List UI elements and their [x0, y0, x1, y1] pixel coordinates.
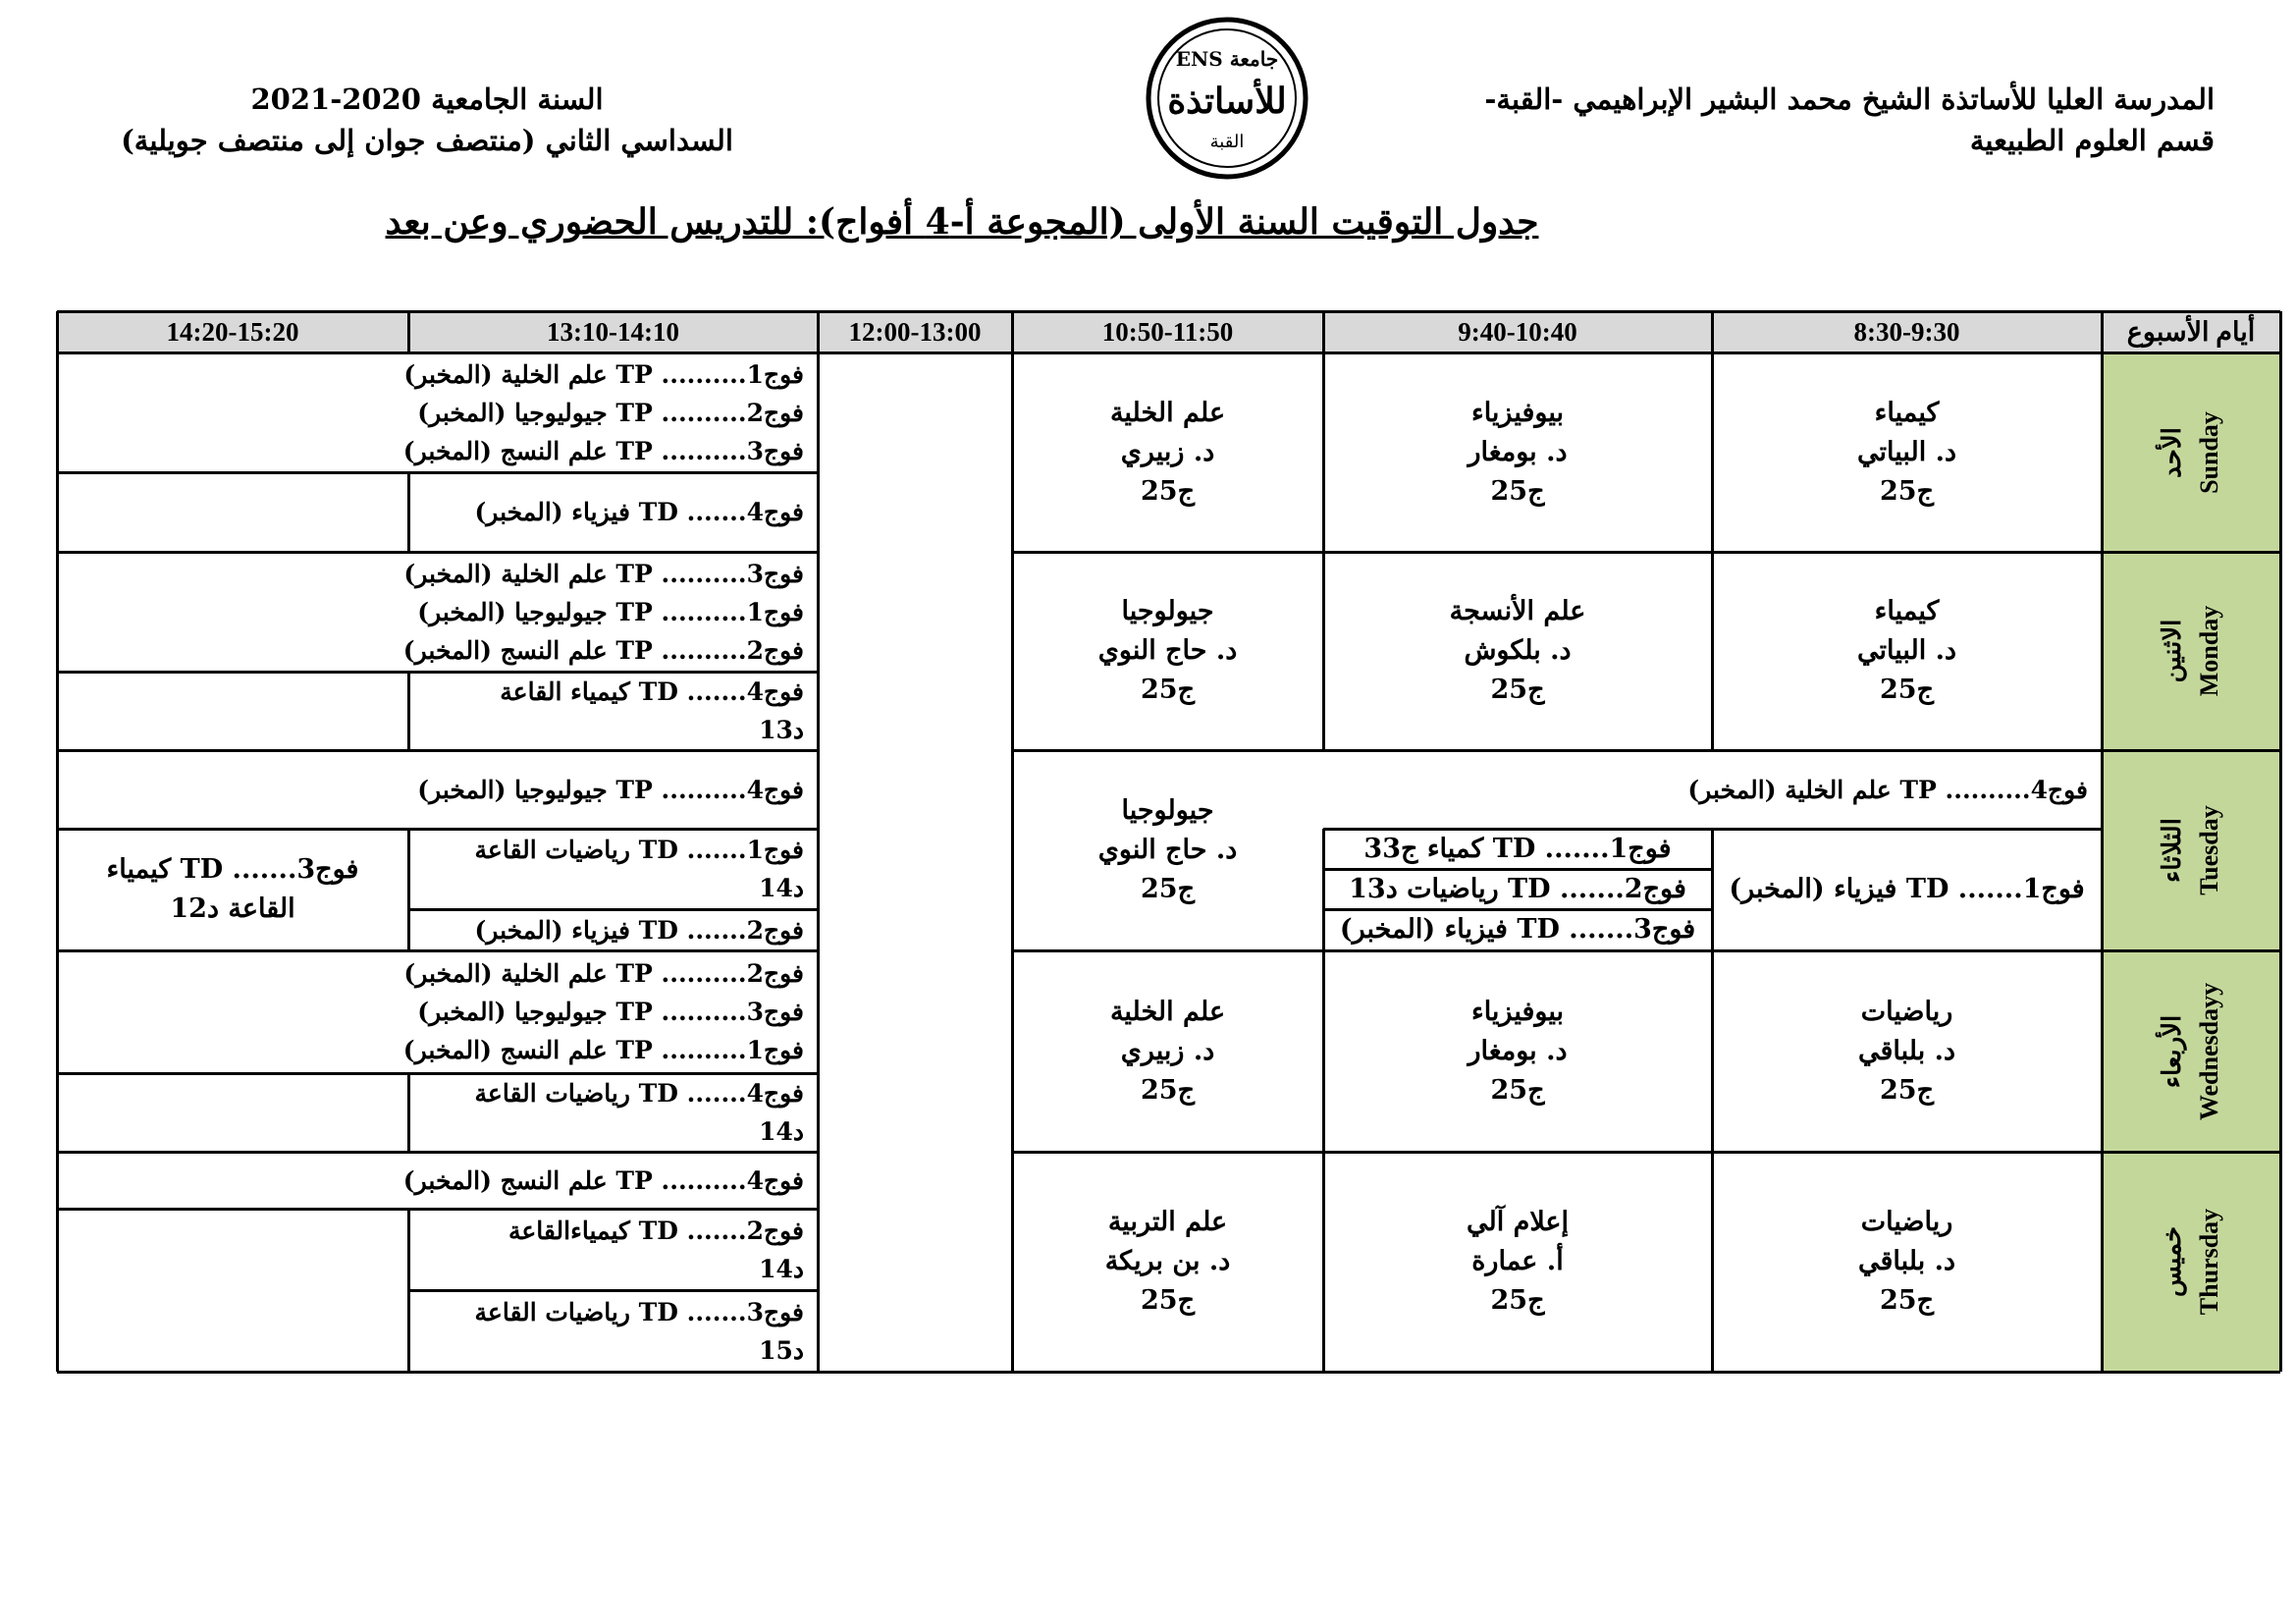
cell-text	[1098, 592, 1238, 710]
grid-line	[57, 471, 818, 474]
grid-line	[407, 672, 410, 750]
grid-line	[1323, 828, 2102, 831]
cell-text	[403, 954, 818, 1069]
semester: السداسي الثاني (منتصف جوان إلى منتصف جويلية)	[121, 124, 733, 157]
cell-text	[500, 673, 818, 749]
cell-line: د14	[759, 1254, 804, 1283]
thursday-td-group2	[408, 1209, 818, 1290]
column-header-t6: 14:20-15:20	[57, 311, 408, 352]
timetable	[57, 311, 2280, 1372]
sunday-slot-940	[1323, 352, 1712, 552]
cell-text	[474, 911, 818, 949]
school-header	[1468, 79, 2215, 161]
day-cell-tuesday	[2102, 750, 2280, 950]
cell-line: فوج1....... TD رياضيات القاعة	[474, 836, 804, 864]
cell-text	[475, 1074, 819, 1151]
cell-text	[508, 1212, 818, 1288]
tuesday-td-row2	[1323, 869, 1712, 909]
cell-line: ج25	[1879, 1285, 1934, 1316]
school-name: المدرسة العليا للأساتذة الشيخ محمد البشير الإبراهيمي -القبة-	[1484, 82, 2215, 116]
day-cell-monday	[2102, 552, 2280, 750]
grid-line	[57, 310, 2280, 313]
day-en: Wednesdayy	[2195, 982, 2223, 1120]
wednesday-td-group4	[408, 1073, 818, 1152]
cell-line: فوج4....... TD فيزياء (المخبر)	[474, 498, 804, 526]
year-header	[93, 79, 761, 161]
cell-line: ج25	[1490, 675, 1545, 705]
thursday-slot-940	[1323, 1152, 1712, 1372]
cell-line: فوج2....... TD رياضيات د13	[1349, 873, 1686, 904]
grid-line	[57, 828, 818, 831]
grid-line	[1323, 908, 1712, 911]
grid-line	[57, 749, 818, 752]
cell-text	[474, 493, 818, 531]
cell-text	[475, 1293, 819, 1370]
cell-line: ج25	[1141, 1074, 1196, 1106]
grid-line	[408, 908, 818, 911]
grid-line	[2101, 352, 2104, 1372]
cell-line: د14	[759, 1117, 804, 1146]
logo-arc-text: ENS جامعة	[1175, 47, 1279, 71]
cell-line: بيوفيزياء	[1471, 397, 1564, 428]
cell-text	[1857, 592, 1956, 710]
cell-line: فوج2.......... TP جيوليوجيا (المخبر)	[417, 398, 804, 427]
sunday-td-group4	[408, 472, 818, 552]
grid-line	[2279, 311, 2282, 1372]
cell-line: فوج3.......... TP علم النسج (المخبر)	[402, 436, 804, 465]
day-en: Monday	[2195, 605, 2223, 697]
cell-line: ج25	[1140, 874, 1195, 904]
day-ar: خميس	[2158, 1225, 2187, 1298]
day-label	[2154, 982, 2228, 1119]
cell-text	[1340, 910, 1695, 949]
grid-line	[407, 829, 410, 950]
tuesday-td-row1	[1323, 829, 1712, 869]
cell-line: فوج3....... TD رياضيات القاعة	[474, 1297, 804, 1326]
cell-line: ج25	[1879, 675, 1934, 705]
grid-line	[1012, 749, 2280, 752]
wednesday-slot-830	[1712, 950, 2102, 1152]
tuesday-td-group1-afternoon	[408, 829, 818, 909]
ens-logo	[1144, 15, 1310, 182]
cell-line: د15	[759, 1335, 804, 1365]
cell-line: ج25	[1490, 1285, 1545, 1316]
cell-line: د. زبيري	[1120, 1035, 1215, 1066]
cell-text	[1450, 592, 1586, 710]
tuesday-tp-group4-afternoon	[57, 750, 818, 829]
monday-slot-940	[1323, 552, 1712, 750]
cell-line: د. حاج النوي	[1097, 635, 1238, 666]
day-label	[2154, 606, 2228, 696]
cell-line: فوج2....... TD كيمياءالقاعة	[507, 1216, 804, 1245]
academic-year: السنة الجامعية 2020-2021	[250, 82, 604, 116]
cell-line: د. بلكوش	[1464, 635, 1572, 666]
grid-line	[57, 1151, 818, 1154]
column-header-t2: 9:40-10:40	[1323, 311, 1712, 352]
cell-line: ج25	[1490, 1074, 1545, 1106]
page-title: جدول التوقيت السنة الأولى (المجوعة أ-4 أفواج): للتدريس الحضوري وعن بعد	[385, 201, 1539, 243]
cell-line: علم الخلية	[1109, 397, 1226, 428]
column-header-t3: 10:50-11:50	[1012, 311, 1323, 352]
cell-text	[1349, 870, 1686, 909]
cell-line: ج25	[1140, 675, 1195, 705]
cell-line: فوج4.......... TP علم الخلية (المخبر)	[1687, 775, 2088, 804]
cell-line: إعلام آلي	[1466, 1207, 1570, 1237]
cell-line: ج25	[1490, 475, 1545, 507]
grid-line	[57, 1371, 2280, 1374]
grid-line	[57, 949, 818, 952]
logo-bottom-text: القبة	[1209, 132, 1245, 152]
cell-text	[1468, 993, 1567, 1110]
day-en: Sunday	[2195, 410, 2223, 494]
logo-main-text: للأساتذة	[1167, 81, 1287, 122]
thursday-tp-group4	[57, 1152, 818, 1209]
sunday-tp-groups	[57, 352, 818, 472]
cell-text	[1687, 771, 2102, 809]
cell-line: فوج2.......... TP علم الخلية (المخبر)	[403, 959, 804, 988]
wednesday-slot-940	[1323, 950, 1712, 1152]
cell-line: ج25	[1879, 1074, 1934, 1106]
day-cell-wednesday	[2102, 950, 2280, 1152]
day-cell-sunday	[2102, 352, 2280, 552]
day-en: Thursday	[2195, 1208, 2224, 1316]
grid-line	[1012, 949, 2280, 952]
cell-line: د. زبيري	[1120, 436, 1215, 467]
thursday-slot-1050	[1012, 1152, 1323, 1372]
cell-line: جيولوجيا	[1121, 795, 1214, 826]
column-header-t4: 12:00-13:00	[818, 311, 1012, 352]
cell-line: علم الأنسجة	[1449, 596, 1586, 626]
cell-line: فوج3....... TD فيزياء (المخبر)	[1339, 914, 1696, 945]
cell-line: فوج4.......... TP جيوليوجيا (المخبر)	[417, 775, 804, 804]
sunday-slot-830	[1712, 352, 2102, 552]
grid-line	[57, 1208, 818, 1211]
cell-line: فوج3.......... TP جيوليوجيا (المخبر)	[417, 998, 804, 1026]
grid-line	[407, 1073, 410, 1152]
cell-line: د. بومغار	[1468, 436, 1568, 467]
cell-line: فوج2.......... TP علم النسج (المخبر)	[402, 635, 804, 665]
cell-line: فوج4....... TD كيمياء القاعة	[500, 677, 804, 706]
thursday-td-group3	[408, 1290, 818, 1372]
grid-line	[817, 311, 820, 352]
department-name: قسم العلوم الطبيعية	[1969, 124, 2215, 157]
grid-line	[56, 311, 59, 1372]
cell-line: فوج1.......... TP علم النسج (المخبر)	[402, 1036, 804, 1064]
day-label	[2154, 1209, 2228, 1315]
tuesday-td-group3-afternoon	[57, 829, 408, 950]
cell-line: فوج3....... TD كيمياء	[106, 854, 359, 885]
cell-line: ج25	[1141, 1285, 1196, 1316]
cell-line: د. بلباقي	[1857, 1246, 1956, 1276]
cell-text	[403, 1162, 818, 1200]
grid-line	[1323, 868, 1712, 871]
column-header-days: أيام الأسبوع	[2102, 311, 2280, 352]
grid-line	[407, 311, 410, 352]
cell-line: جيولوجيا	[1121, 596, 1214, 626]
tuesday-td-group1	[1712, 829, 2102, 950]
wednesday-tp-groups	[57, 950, 818, 1073]
monday-tp-groups	[57, 552, 818, 672]
cell-line: بيوفيزياء	[1471, 996, 1564, 1027]
cell-text	[107, 850, 359, 929]
day-label	[2154, 411, 2228, 494]
grid-line	[57, 551, 818, 554]
cell-line: فوج1.......... TP جيوليوجيا (المخبر)	[417, 597, 804, 626]
grid-line	[1011, 352, 1014, 1372]
cell-line: د14	[759, 874, 804, 902]
cell-text	[1098, 791, 1238, 909]
grid-line	[57, 1072, 818, 1075]
cell-line: ج25	[1879, 475, 1934, 507]
grid-line	[1011, 311, 1014, 352]
cell-text	[475, 831, 819, 907]
grid-line	[407, 472, 410, 552]
cell-text	[1110, 394, 1225, 512]
grid-line	[817, 352, 820, 1372]
wednesday-slot-1050	[1012, 950, 1323, 1152]
grid-line	[57, 352, 2280, 354]
cell-line: فوج4....... TD رياضيات القاعة	[474, 1079, 804, 1108]
cell-line: د. بلباقي	[1857, 1035, 1956, 1066]
cell-text	[1467, 1203, 1569, 1321]
cell-line: أ. عمارة	[1471, 1246, 1564, 1276]
cell-line: علم التربية	[1107, 1207, 1228, 1237]
grid-line	[1711, 950, 1714, 1372]
cell-line: فوج1.......... TP علم الخلية (المخبر)	[403, 359, 804, 389]
grid-line	[1711, 352, 1714, 750]
monday-td-group4	[408, 672, 818, 750]
cell-text	[1858, 993, 1955, 1110]
grid-line	[408, 1289, 818, 1292]
cell-text	[1110, 993, 1225, 1110]
grid-line	[1012, 551, 2280, 554]
cell-text	[403, 555, 818, 670]
cell-text	[1858, 1203, 1955, 1321]
cell-line: فوج3.......... TP علم الخلية (المخبر)	[403, 559, 804, 588]
cell-line: رياضيات	[1860, 1207, 1953, 1237]
day-ar: الأحد	[2158, 426, 2186, 478]
cell-line: فوج1....... TD كمياء ج33	[1363, 833, 1672, 864]
monday-slot-830	[1712, 552, 2102, 750]
cell-line: د. بومغار	[1468, 1035, 1568, 1066]
cell-line: ج25	[1141, 475, 1196, 507]
grid-line	[57, 671, 818, 674]
cell-line: القاعة د12	[170, 893, 295, 924]
cell-text	[1363, 830, 1671, 869]
cell-line: د. بن بريكة	[1104, 1246, 1231, 1276]
cell-line: د. البياتي	[1856, 436, 1957, 467]
tuesday-tp-group4	[1323, 750, 2102, 829]
day-ar: الثلاثاء	[2158, 818, 2187, 883]
cell-text	[417, 771, 818, 809]
cell-line: فوج2....... TD فيزياء (المخبر)	[474, 915, 804, 945]
cell-line: فوج1....... TD فيزياء (المخبر)	[1729, 874, 2085, 904]
grid-line	[1012, 1151, 2280, 1154]
cell-line: د. البياتي	[1856, 635, 1957, 666]
grid-line	[1322, 352, 1325, 750]
column-header-t5: 13:10-14:10	[408, 311, 818, 352]
cell-line: د. حاج النوي	[1097, 835, 1238, 865]
day-cell-thursday	[2102, 1152, 2280, 1372]
grid-line	[1322, 311, 1325, 352]
cell-line: فوج4.......... TP علم النسج (المخبر)	[402, 1165, 804, 1195]
grid-line	[1711, 311, 1714, 352]
cell-line: علم الخلية	[1109, 996, 1226, 1027]
day-label	[2154, 805, 2228, 895]
cell-line: د13	[759, 716, 804, 744]
thursday-slot-830	[1712, 1152, 2102, 1372]
cell-text	[403, 355, 818, 470]
tuesday-td-row3	[1323, 909, 1712, 950]
column-header-t1: 8:30-9:30	[1712, 311, 2102, 352]
cell-line: كيمياء	[1874, 397, 1940, 428]
day-en: Tuesday	[2195, 805, 2224, 895]
grid-line	[2101, 311, 2104, 352]
cell-line: رياضيات	[1860, 996, 1953, 1027]
cell-line: كيمياء	[1874, 596, 1940, 626]
cell-text	[1468, 394, 1567, 512]
cell-text	[1729, 870, 2084, 909]
grid-line	[1711, 829, 1714, 950]
day-ar: الأربعاء	[2158, 1014, 2186, 1088]
day-ar: الاثنين	[2158, 619, 2186, 683]
sunday-slot-1050	[1012, 352, 1323, 552]
cell-text	[1857, 394, 1956, 512]
monday-slot-1050	[1012, 552, 1323, 750]
cell-text	[1105, 1203, 1231, 1321]
tuesday-td-group2-afternoon	[408, 909, 818, 950]
tuesday-slot-1050	[1012, 750, 1323, 950]
